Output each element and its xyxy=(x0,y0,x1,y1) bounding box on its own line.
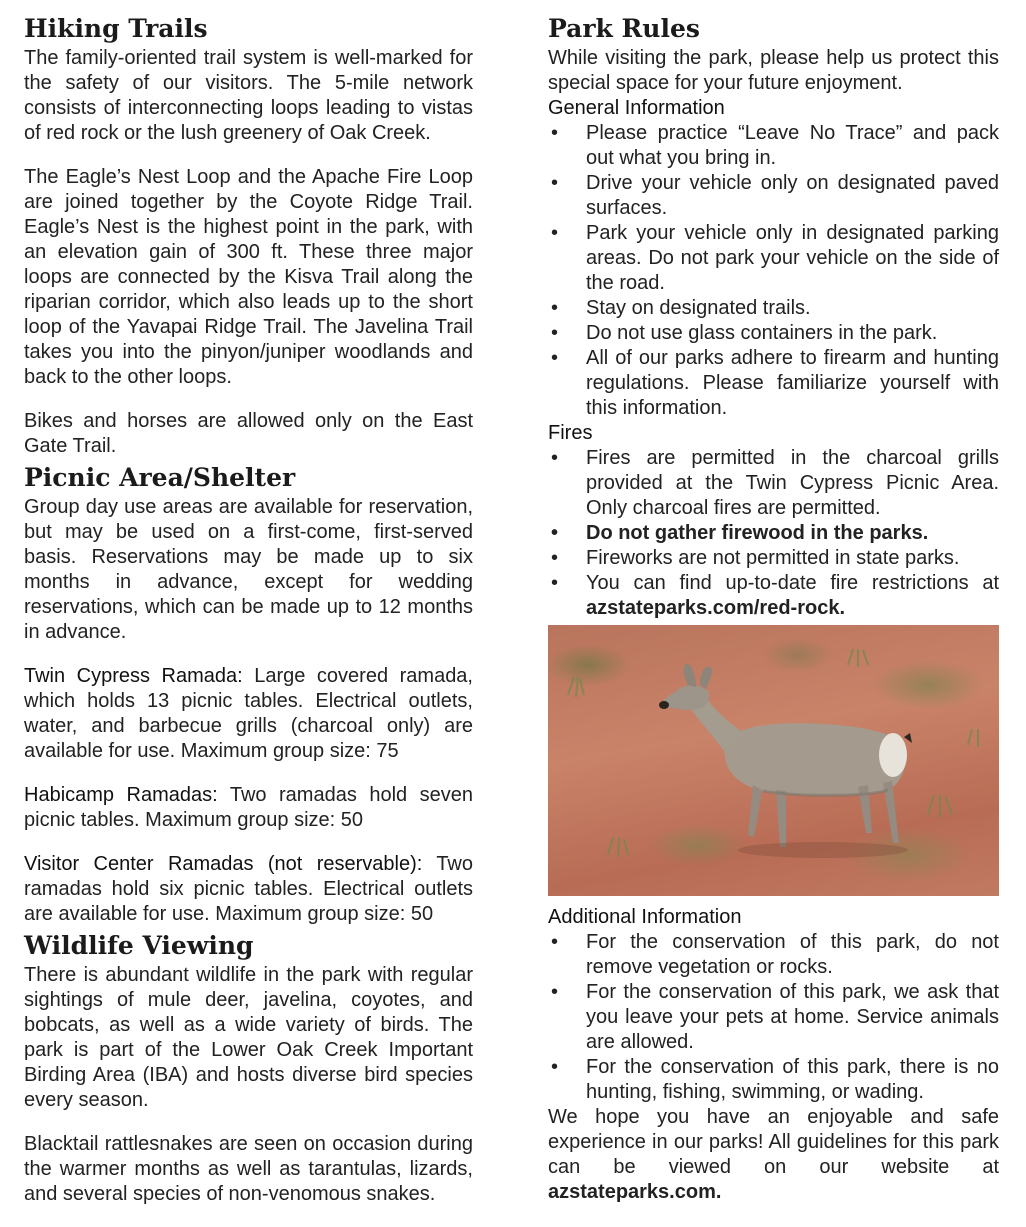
twin-cypress-text: Large covered ramada, which holds 13 picnic tables. Electrical outlets, water, and barbecue grills (charcoal only) are available for use. Maximum group size: 75 xyxy=(24,665,473,762)
park-rules-intro: While visiting the park, please help us protect this special space for your future enjoyment. xyxy=(548,47,999,94)
hiking-paragraph-2: The Eagle’s Nest Loop and the Apache Fire Loop are joined together by the Coyote Ridge Trail. Eagle’s Nest is the highest point in the park, with an elevation gain of 300 ft. These three major loops are connected by the Kisva Trail along the riparian corridor, which also leads up to the short loop of the Yavapai Ridge Trail. The Javelina Trail takes you into the pinyon/juniper woodlands and back to the other loops. xyxy=(24,166,473,388)
park-rules-heading: Park Rules xyxy=(548,14,700,43)
list-item: • Do not use glass containers in the park. xyxy=(548,321,999,346)
fires-heading: Fires xyxy=(548,422,593,444)
list-item: • Please practice “Leave No Trace” and pack out what you bring in. xyxy=(548,121,999,171)
list-item: • Fireworks are not permitted in state parks. xyxy=(548,546,999,571)
park-rules-section xyxy=(548,12,999,96)
list-item: • For the conservation of this park, there is no hunting, fishing, swimming, or wading. xyxy=(548,1055,999,1105)
habicamp-paragraph xyxy=(24,783,473,833)
habicamp-label: Habicamp Ramadas: xyxy=(24,784,218,806)
visitor-center-paragraph xyxy=(24,852,473,927)
additional-information-heading: Additional Information xyxy=(548,906,742,928)
picnic-area-heading: Picnic Area/Shelter xyxy=(24,463,296,492)
fire-restrictions-text: You can find up-to-date fire restrictions at xyxy=(586,572,999,594)
visitor-center-label: Visitor Center Ramadas (not reservable): xyxy=(24,853,423,875)
wildlife-viewing-section xyxy=(24,929,473,1207)
twin-cypress-paragraph xyxy=(24,664,473,764)
twin-cypress-label: Twin Cypress Ramada: xyxy=(24,665,243,687)
hiking-paragraph-1: The family-oriented trail system is well-marked for the safety of our visitors. The 5-mile network consists of interconnecting loops leading to vistas of red rock or the lush greenery of Oak Creek. xyxy=(24,47,473,144)
additional-information-section xyxy=(548,905,999,1205)
hiking-trails-heading: Hiking Trails xyxy=(24,14,208,43)
hiking-paragraph-3: Bikes and horses are allowed only on the East Gate Trail. xyxy=(24,410,473,457)
closing-text: We hope you have an enjoyable and safe experience in our parks! All guidelines for this park can be viewed on our website at xyxy=(548,1106,999,1178)
list-item xyxy=(548,571,999,621)
list-item: • Park your vehicle only in designated parking areas. Do not park your vehicle on the side of the road. xyxy=(548,221,999,296)
right-column xyxy=(548,12,999,1205)
list-item: • Drive your vehicle only on designated paved surfaces. xyxy=(548,171,999,221)
list-item: • For the conservation of this park, we ask that you leave your pets at home. Service animals are allowed. xyxy=(548,980,999,1055)
general-information-list xyxy=(548,121,999,421)
general-information-heading: General Information xyxy=(548,97,725,119)
website-link[interactable]: azstateparks.com. xyxy=(548,1181,722,1203)
list-item: • Stay on designated trails. xyxy=(548,296,999,321)
picnic-paragraph-1: Group day use areas are available for reservation, but may be used on a first-come, first-served basis. Reservations may be made up to six months in advance, except for wedding reservations, which can be made up to 12 months in advance. xyxy=(24,496,473,643)
fires-section xyxy=(548,421,999,621)
mule-deer-illustration xyxy=(548,625,999,896)
list-item: • For the conservation of this park, do not remove vegetation or rocks. xyxy=(548,930,999,980)
picnic-area-section xyxy=(24,461,473,927)
additional-information-list xyxy=(548,930,999,1105)
fire-restrictions-link[interactable]: azstateparks.com/red-rock. xyxy=(586,597,846,619)
list-item: • All of our parks adhere to firearm and hunting regulations. Please familiarize yourself with this information. xyxy=(548,346,999,421)
visitor-center-text: Two ramadas hold six picnic tables. Electrical outlets are available for use. Maximum group size: 50 xyxy=(24,853,474,925)
mule-deer-photo xyxy=(548,625,999,896)
wildlife-paragraph-1: There is abundant wildlife in the park with regular sightings of mule deer, javelina, coyotes, and bobcats, as well as a wide variety of birds. The park is part of the Lower Oak Creek Important Birding Area (IBA) and hosts diverse bird species every season. xyxy=(24,964,473,1111)
closing-paragraph xyxy=(548,1105,999,1205)
fires-list xyxy=(548,446,999,621)
hiking-trails-section xyxy=(24,12,473,459)
list-item: • Fires are permitted in the charcoal grills provided at the Twin Cypress Picnic Area. Only charcoal fires are permitted. xyxy=(548,446,999,521)
left-column xyxy=(24,12,473,1209)
wildlife-viewing-heading: Wildlife Viewing xyxy=(24,931,254,960)
list-item: • Do not gather firewood in the parks. xyxy=(548,521,999,546)
wildlife-paragraph-2: Blacktail rattlesnakes are seen on occasion during the warmer months as well as tarantulas, lizards, and several species of non-venomous snakes. xyxy=(24,1133,473,1205)
general-information-section xyxy=(548,96,999,421)
habicamp-text: Two ramadas hold seven picnic tables. Maximum group size: 50 xyxy=(24,784,474,831)
